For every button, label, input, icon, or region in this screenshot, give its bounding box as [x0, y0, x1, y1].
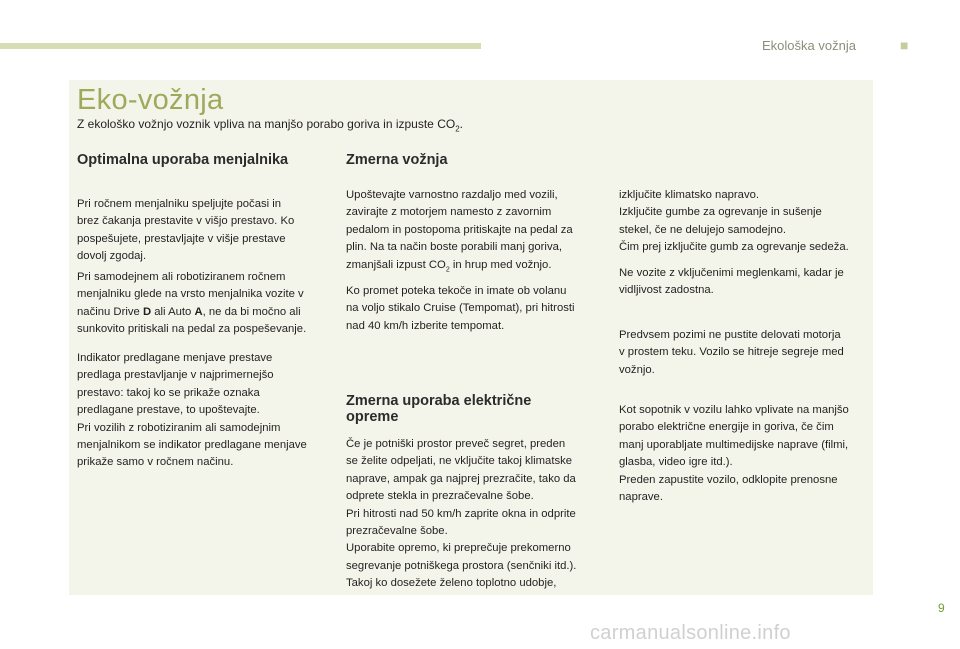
header-accent-bar	[0, 43, 481, 49]
paragraph-idling: Predvsem pozimi ne pustite delovati motorja v prostem teku. Vozilo se hitreje segreje med vožnjo.	[619, 329, 844, 376]
heading-gearbox: Optimalna uporaba menjalnika	[77, 152, 289, 168]
heading-electrical-equipment: Zmerna uporaba električne opreme	[346, 393, 532, 425]
page-number: 9	[938, 601, 945, 615]
paragraph-air-conditioning: izključite klimatsko napravo. Izključite gumbe za ogrevanje in sušenje stekel, če ne delujejo samodejno. Čim prej izključite gumb za ogrevanje sedeža.	[619, 189, 849, 254]
section-marker: ■	[900, 37, 909, 53]
paragraph-gear-indicator: Indikator predlagane menjave prestave predlaga prestavljanje v najprimernejšo prestavo: takoj ko se prikaže oznaka predlagane prestave, to upoštevajte. Pri vozilih z robotiziranim ali samodejnim menjalnikom se indikator predlagane menjave prikaže samo v ročnem načinu.	[77, 352, 307, 469]
paragraph-automatic-gearbox: Pri samodejnem ali robotiziranem ročnem menjalniku glede na vrsto menjalnika vozite v načinu Drive D ali Auto A, ne da bi močno ali sunkovito pritiskali na pedal za pospeševanje.	[77, 271, 307, 336]
paragraph-ventilation: Če je potniški prostor preveč segret, preden se želite odpeljati, ne vključite takoj klimatske naprave, ampak ga najprej prezračite, tako da odprete stekla in prezračevalne šobe. Pri hitrosti nad 50 km/h zaprite okna in odprite prezračevalne šobe. Uporabite opremo, ki preprečuje prekomerno segrevanje potniškega prostora (senčniki itd.). Takoj ko dosežete želeno toplotno udobje,	[346, 438, 577, 590]
paragraph-safe-distance: Upoštevajte varnostno razdaljo med vozili, zavirajte z motorjem namesto z zavornim pedalom in postopoma pritiskajte na pedal za plin. Na ta način boste porabili manj goriva, zmanjšali izpust $CO_2$ in hrup med vožnjo.	[346, 189, 573, 273]
section-title: Ekološka vožnja	[762, 38, 856, 53]
paragraph-cruise-control: Ko promet poteka tekoče in imate ob volanu na voljo stikalo Cruise (Tempomat), pri hitrosti nad 40 km/h izberite tempomat.	[346, 285, 575, 332]
heading-moderate-driving: Zmerna vožnja	[346, 152, 448, 168]
page-title: Eko-vožnja	[77, 84, 224, 116]
paragraph-manual-gearbox: Pri ročnem menjalniku speljujte počasi in brez čakanja prestavite v višjo prestavo. Ko pospešujete, prestavljajte v višje prestave dovolj zgodaj.	[77, 198, 295, 263]
watermark: carmanualsonline.info	[590, 622, 791, 644]
page-subtitle: Z ekološko vožnjo voznik vpliva na manjšo porabo goriva in izpuste $CO_2$.	[77, 117, 463, 134]
paragraph-fog-lamps: Ne vozite z vključenimi meglenkami, kadar je vidljivost zadostna.	[619, 267, 844, 297]
paragraph-passenger-devices: Kot sopotnik v vozilu lahko vplivate na manjšo porabo električne energije in goriva, če čim manj uporabljate multimedijske naprave (filmi, glasba, video igre itd.). Preden zapustite vozilo, odklopite prenosne naprave.	[619, 404, 849, 504]
